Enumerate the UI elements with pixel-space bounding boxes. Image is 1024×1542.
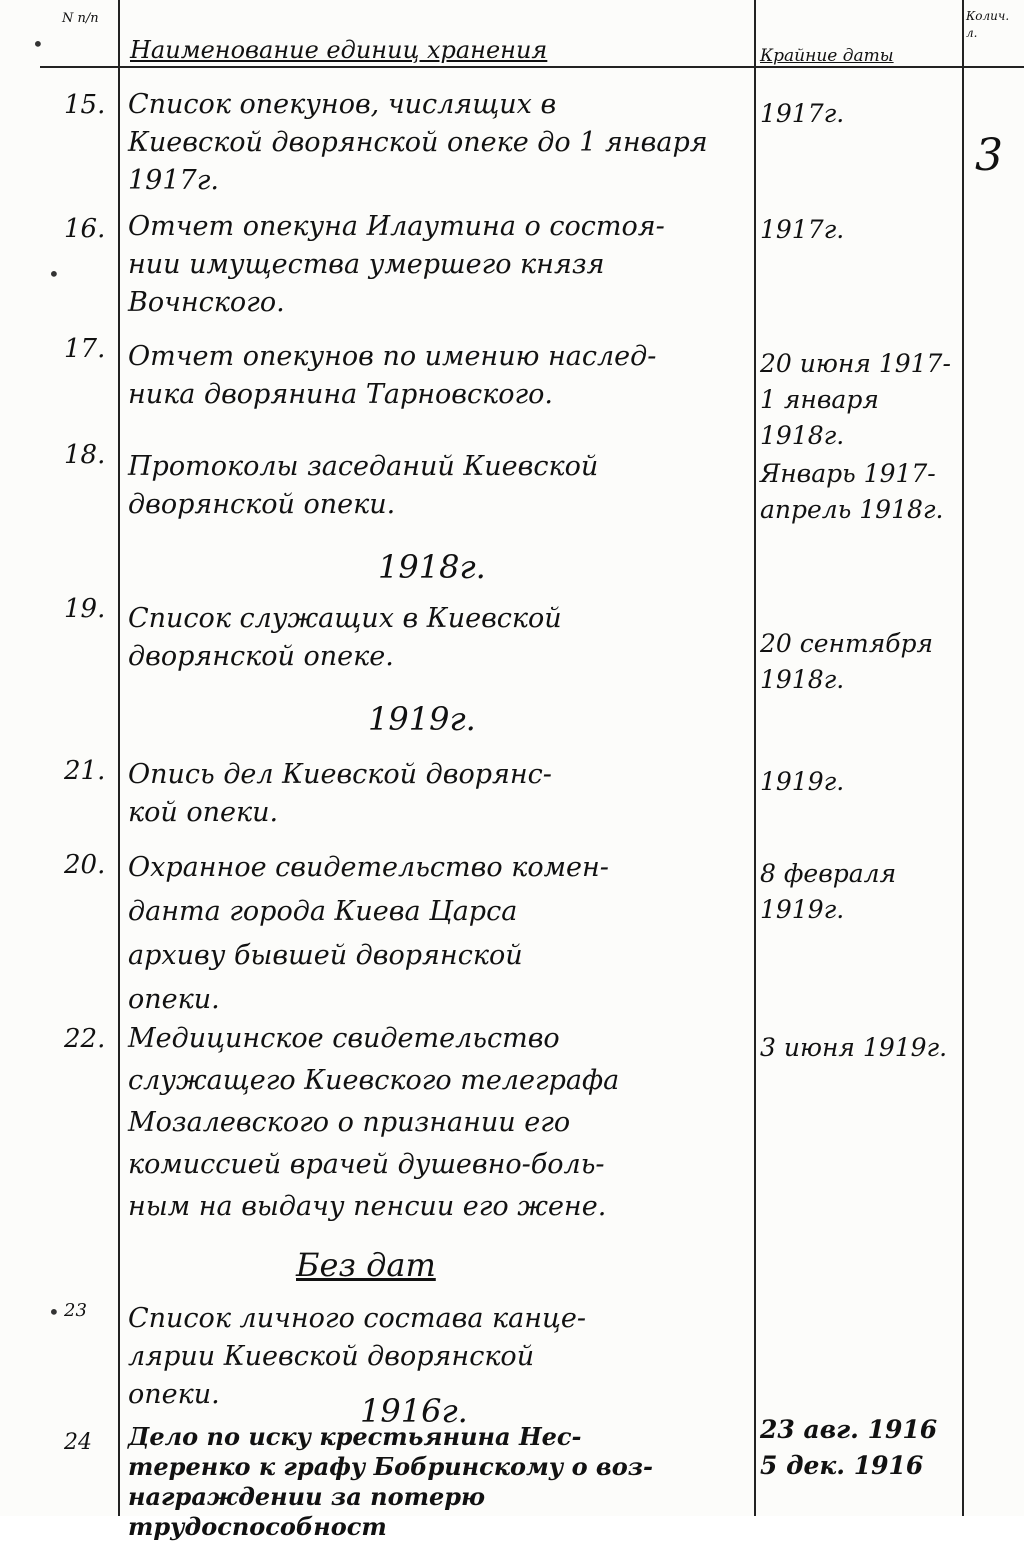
entry-number: 16. (64, 214, 106, 244)
section-heading-no-dates: Без дат (296, 1246, 436, 1284)
header-num: N п/п (62, 11, 99, 26)
entry-dates: Январь 1917- апрель 1918г. (760, 459, 944, 524)
entry-number: 22. (64, 1024, 106, 1054)
copies-count: 3 (975, 130, 1003, 181)
entry-dates: 1917г. (760, 99, 845, 128)
entry-title: Охранное свидетельство комен- данта города Киева Царса архиву бывшей дворянской опеки. (128, 852, 609, 1015)
entry-number: 21. (64, 756, 106, 786)
column-rule-copies (962, 0, 964, 1516)
entry-title: Опись дел Киевской дворянс- кой опеки. (128, 759, 552, 828)
header-copies: Колич. л. (966, 9, 1010, 40)
entry-dates: 20 сентября 1918г. (760, 629, 934, 694)
margin-dot: • (48, 1300, 60, 1324)
header-title: Наименование единиц хранения (130, 36, 548, 64)
entry-title: Медицинское свидетельство служащего Киевского телеграфа Мозалевского о признании его комиссией врачей душевно-боль- ным на выдачу пенсии его жене. (128, 1023, 620, 1222)
entry-number: 23 (64, 1300, 87, 1321)
header-dates: Крайние даты (760, 46, 894, 66)
entry-dates: 1919г. (760, 767, 845, 796)
entry-title: Список служащих в Киевской дворянской опеке. (128, 603, 562, 672)
entry-title: Список личного состава канце- лярии Киевской дворянской опеки. (128, 1303, 586, 1410)
header-rule (40, 66, 1024, 68)
entry-number: 17. (64, 334, 106, 364)
entry-number: 24 (64, 1430, 92, 1455)
entry-title: Отчет опекуна Илаутина о состоя- нии имущества умершего князя Вочнского. (128, 211, 665, 318)
entry-dates: 1917г. (760, 215, 845, 244)
entry-number: 18. (64, 440, 106, 470)
entry-title: Список опекунов, числящих в Киевской дворянской опеке до 1 января 1917г. (128, 89, 708, 196)
entry-dates: 8 февраля 1919г. (760, 859, 897, 924)
entry-number: 19. (64, 594, 106, 624)
margin-dot: • (32, 32, 44, 56)
entry-title: Отчет опекунов по имению наслед- ника дворянина Тарновского. (128, 341, 657, 410)
year-heading: 1916г. (360, 1392, 468, 1430)
year-heading: 1919г. (368, 700, 476, 738)
entry-number: 20. (64, 850, 106, 880)
margin-dot: • (48, 262, 60, 286)
entry-dates: 23 авг. 1916 5 дек. 1916 (760, 1415, 938, 1480)
entry-number: 15. (64, 90, 106, 120)
year-heading: 1918г. (378, 548, 486, 586)
entry-dates: 20 июня 1917- 1 января 1918г. (760, 349, 951, 450)
entry-title: Дело по иску крестьянина Нес- теренко к графу Бобринскому о воз- награждении за потерю трудоспособност (128, 1422, 653, 1541)
column-rule-dates (754, 0, 756, 1516)
entry-title: Протоколы заседаний Киевской дворянской опеки. (128, 451, 599, 520)
entry-dates: 3 июня 1919г. (760, 1033, 948, 1062)
